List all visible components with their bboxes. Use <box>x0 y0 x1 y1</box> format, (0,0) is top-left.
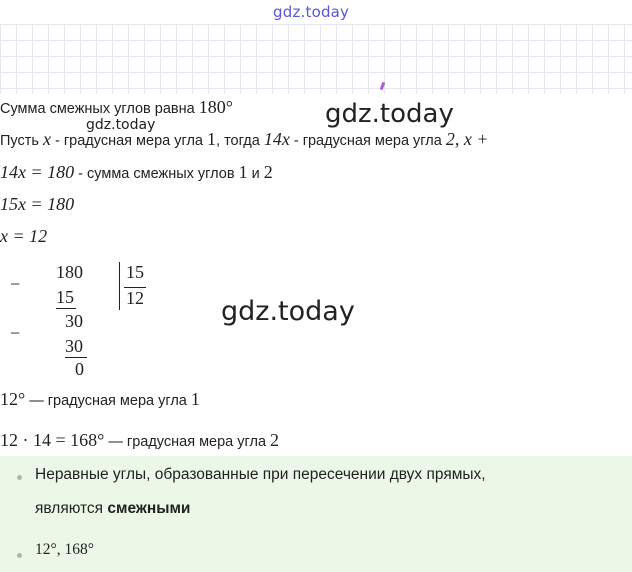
text: Сумма смежных углов равна <box>0 101 199 117</box>
remainder-1: 30 <box>65 311 83 331</box>
math: x <box>42 129 51 149</box>
text: — градусная мера угла <box>25 393 191 409</box>
math: 1 <box>238 162 248 182</box>
watermark: gdz.today <box>273 3 350 21</box>
solution-line-2 <box>0 129 488 150</box>
watermark: gdz.today <box>325 99 454 129</box>
math: x = 12 <box>0 226 48 246</box>
math: 1 <box>207 129 217 149</box>
text: - сумма смежных углов <box>74 166 239 182</box>
remainder-2: 0 <box>75 359 84 379</box>
dividend: 180 <box>56 262 83 282</box>
solution-line-3 <box>0 162 273 183</box>
solution-line-5 <box>0 226 47 247</box>
text: , тогда <box>216 133 264 149</box>
subtrahend-1: 15 <box>56 287 74 307</box>
divisor: 15 <box>126 262 144 282</box>
text: и <box>247 166 264 182</box>
solution-line-7 <box>0 430 279 451</box>
underline <box>65 357 87 358</box>
text: - градусная мера угла <box>50 133 208 149</box>
bullet-icon <box>17 475 22 480</box>
math: 14x = 180 <box>0 162 75 182</box>
bullet-icon <box>17 553 22 558</box>
math: 1 <box>190 389 200 409</box>
text: - градусная мера угла <box>289 133 446 149</box>
text: являются <box>35 500 108 517</box>
math: 14x <box>263 129 290 149</box>
solution-line-6 <box>0 389 200 410</box>
math: 180° <box>198 97 233 117</box>
solution-line-4 <box>0 194 74 215</box>
math: 2 <box>270 430 280 450</box>
bold-text: смежными <box>107 500 191 517</box>
long-division <box>0 260 200 380</box>
watermark: gdz.today <box>86 117 156 133</box>
answer-line-2 <box>35 500 190 518</box>
math: 2 <box>263 162 273 182</box>
solution-line-1 <box>0 97 233 118</box>
math: 12 · 14 = 168° <box>0 430 105 450</box>
division-bar <box>119 262 120 310</box>
math: 12° <box>0 389 26 409</box>
answer-line-3: 12°, 168° <box>35 541 94 558</box>
answer-line-1: Неравные углы, образованные при пересечении двух прямых, <box>35 466 486 483</box>
text: Пусть <box>0 133 43 149</box>
underline <box>56 308 76 309</box>
quotient: 12 <box>126 288 144 308</box>
grid-paper-background <box>0 24 632 94</box>
minus-sign: − <box>10 274 21 294</box>
subtrahend-2: 30 <box>65 336 83 356</box>
watermark: gdz.today <box>221 296 355 327</box>
text: — градусная мера угла <box>104 434 271 450</box>
math: 2, x + <box>445 129 489 149</box>
minus-sign: − <box>10 323 21 343</box>
math: 15x = 180 <box>0 194 75 214</box>
